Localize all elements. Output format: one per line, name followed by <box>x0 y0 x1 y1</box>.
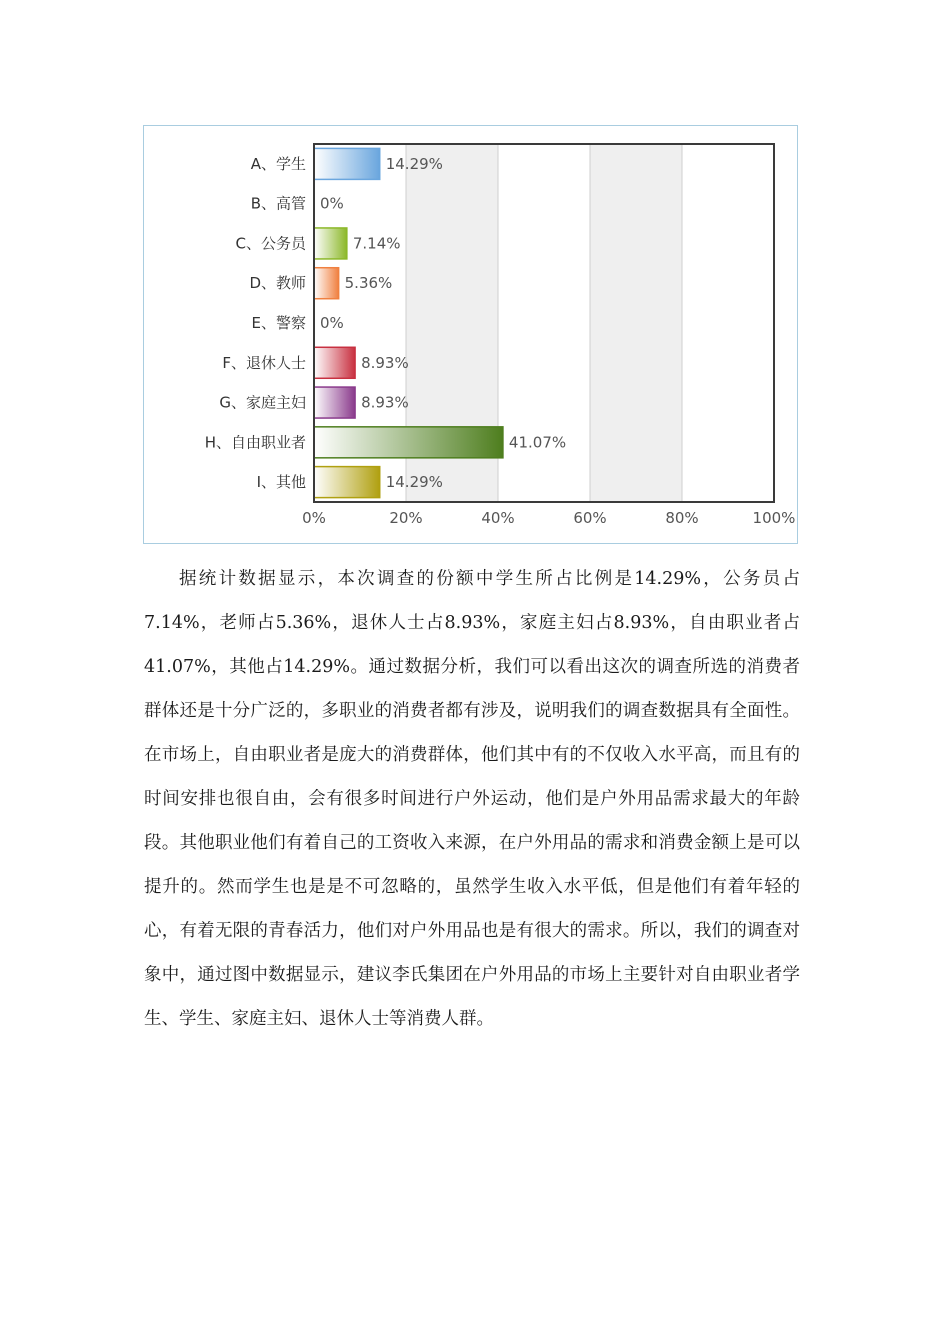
analysis-paragraph: 据统计数据显示，本次调查的份额中学生所占比例是14.29%，公务员占7.14%，老师占5.36%，退休人士占8.93%，家庭主妇占8.93%，自由职业者占41.07%，其他占14.29%。通过数据分析，我们可以看出这次的调查所选的消费者群体还是十分广泛的，多职业的消费者都有涉及，说明我们的调查数据具有全面性。在市场上，自由职业者是庞大的消费群体，他们其中有的不仅收入水平高，而且有的时间安排也很自由，会有很多时间进行户外运动，他们是户外用品需求最大的年龄段。其他职业他们有着自己的工资收入来源，在户外用品的需求和消费金额上是可以提升的。然而学生也是是不可忽略的，虽然学生收入水平低，但是他们有着年轻的心，有着无限的青春活力，他们对户外用品也是有很大的需求。所以，我们的调查对象中，通过图中数据显示，建议李氏集团在户外用品的市场上主要针对自由职业者学生、学生、家庭主妇、退休人士等消费人群。 <box>144 569 800 1029</box>
bar-chart <box>143 125 798 544</box>
value-label: 14.29% <box>385 473 443 492</box>
x-tick-label: 60% <box>573 509 607 527</box>
x-tick-label: 0% <box>302 509 326 527</box>
value-label: 41.07% <box>508 433 567 452</box>
category-label: A、学生 <box>250 154 306 173</box>
bar-1 <box>314 148 380 179</box>
category-label: B、高管 <box>250 194 306 213</box>
bar-3 <box>314 228 347 259</box>
value-label: 0% <box>320 314 344 332</box>
grid-band <box>590 144 682 502</box>
x-tick-label: 40% <box>481 509 515 527</box>
value-label: 14.29% <box>385 154 443 173</box>
bar-6 <box>314 347 355 378</box>
value-label: 8.93% <box>361 393 409 412</box>
chart-svg <box>144 126 797 543</box>
value-label: 0% <box>320 194 344 213</box>
category-label: I、其他 <box>256 473 306 492</box>
bar-9 <box>314 467 380 498</box>
value-label: 7.14% <box>352 234 401 253</box>
category-label: E、警察 <box>251 314 306 332</box>
x-tick-label: 100% <box>752 509 796 527</box>
value-label: 5.36% <box>344 274 393 293</box>
category-label: H、自由职业者 <box>204 433 306 452</box>
bar-8 <box>314 427 503 458</box>
bar-4 <box>314 268 339 299</box>
category-label: C、公务员 <box>235 234 306 253</box>
value-label: 8.93% <box>361 353 409 372</box>
x-tick-label: 80% <box>665 509 699 527</box>
x-tick-label: 20% <box>389 509 423 527</box>
category-label: F、退休人士 <box>222 353 306 372</box>
bar-7 <box>314 387 355 418</box>
category-label: G、家庭主妇 <box>219 393 306 412</box>
category-label: D、教师 <box>249 274 306 293</box>
